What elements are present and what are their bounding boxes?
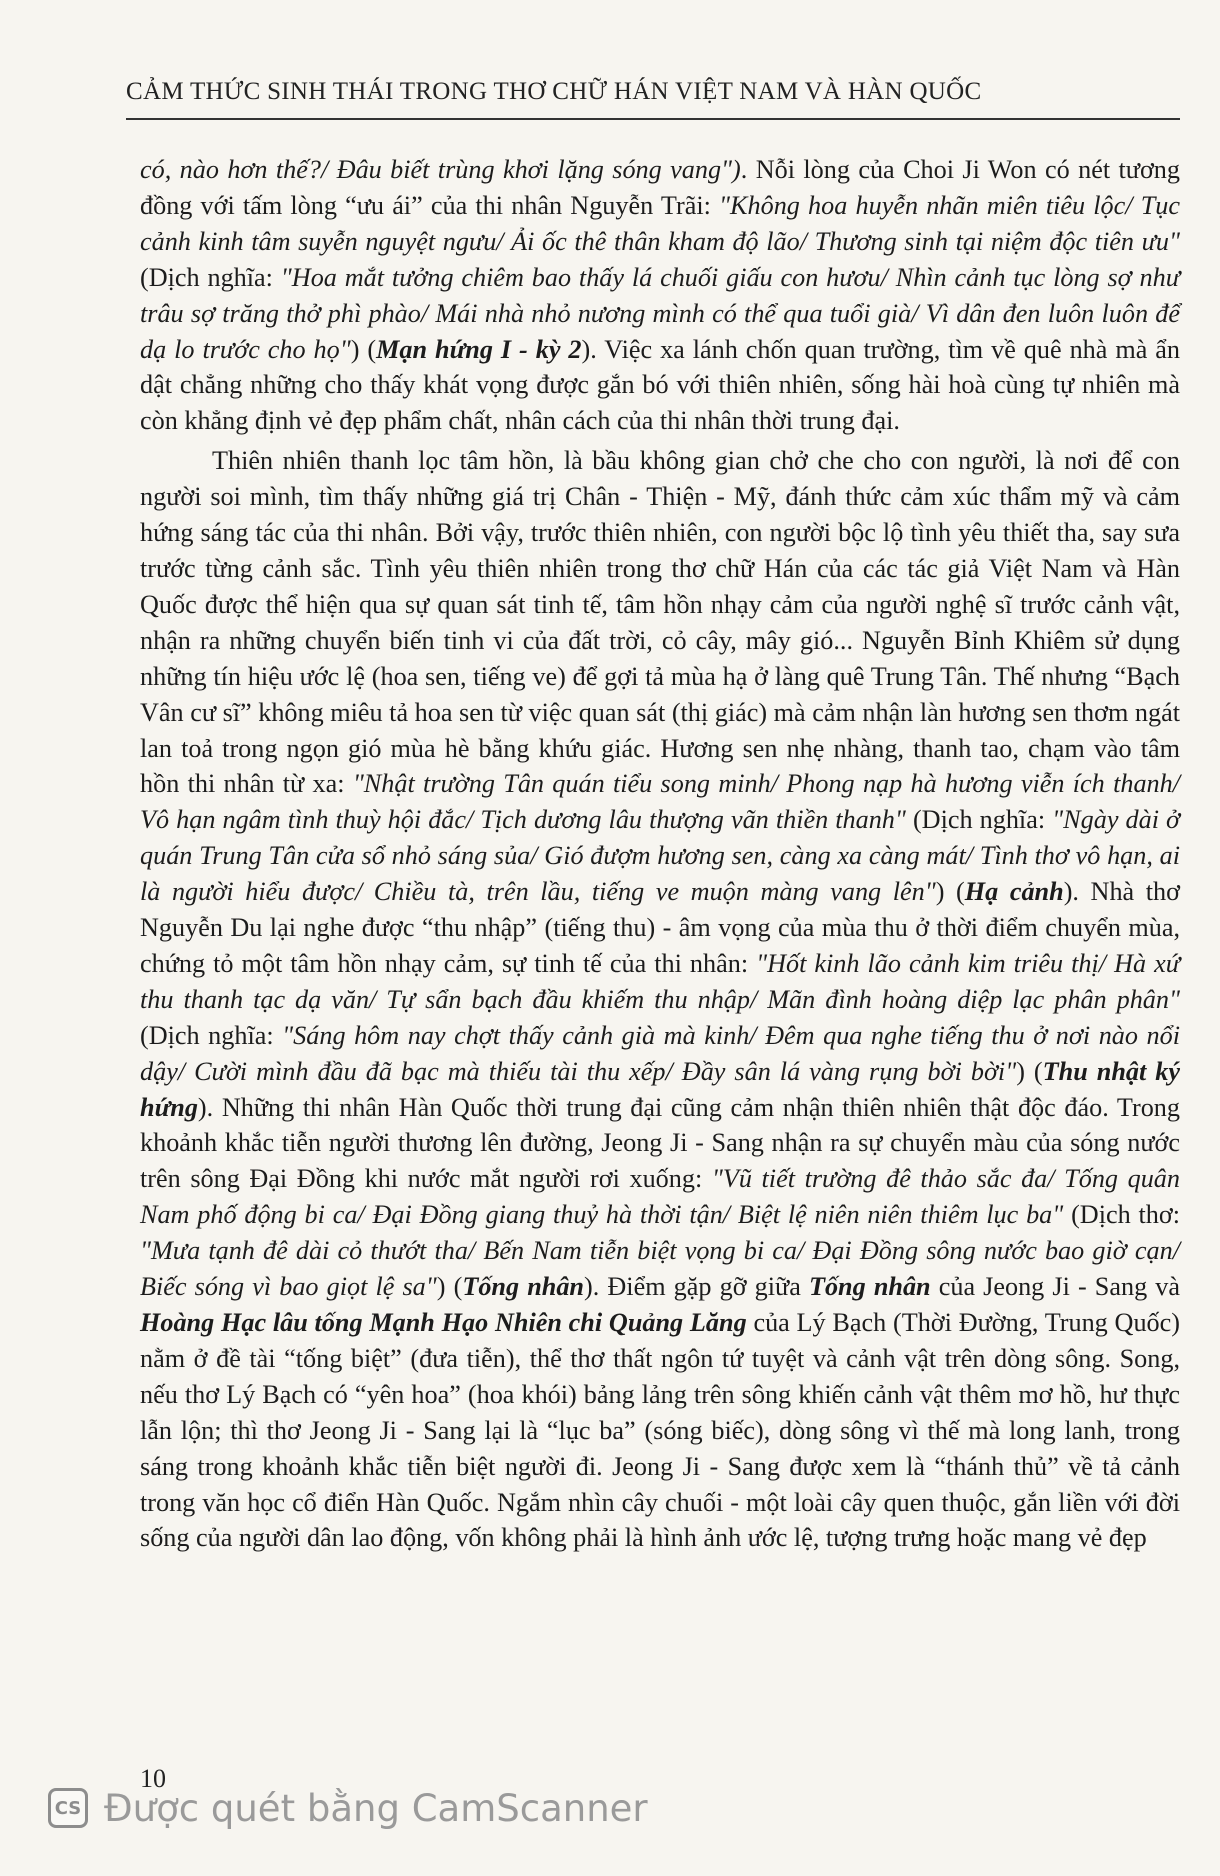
text-run: ) (	[1016, 1056, 1043, 1086]
italic-quote: "Hốt kinh lão cảnh kim triêu thị/ Hà xứ thu thanh tạc dạ văn/ Tự sẩn bạch đầu khiếm thu nhập/ Mãn đình hoàng diệp lạc phân phân"	[140, 948, 1180, 1014]
text-run: của Jeong Ji - Sang và	[930, 1272, 1180, 1302]
page-number: 10	[140, 1764, 166, 1793]
italic-quote: "Mưa tạnh đê dài cỏ thướt tha/ Bến Nam tiễn biệt vọng bi ca/ Đại Đồng sông nước bao giờ cạn/ Biếc sóng vì bao giọt lệ sa"	[140, 1236, 1180, 1302]
bold-italic-title: Hạ cảnh	[964, 877, 1064, 907]
italic-quote: "Nhật trường Tân quán tiểu song minh/ Phong nạp hà hương viễn ích thanh/ Vô hạn ngâm tình thuỳ hội đắc/ Tịch dương lâu thượng vãn thiền thanh"	[140, 769, 1181, 835]
bold-italic-title: Thu nhật ký hứng	[140, 1056, 1180, 1122]
camscanner-watermark	[48, 1778, 648, 1838]
text-run: ). Điểm gặp gỡ giữa	[584, 1272, 809, 1302]
text-run: ) (	[436, 1272, 463, 1302]
text-run: ). Việc xa lánh chốn quan trường, tìm về quê nhà mà ẩn dật chẳng những cho thấy khát vọng được gắn bó với thiên nhiên, sống hài hoà cùng tự nhiên mà còn khẳng định vẻ đẹp phẩm chất, nhân cách của thi nhân thời trung đại.	[140, 334, 1181, 436]
header-rule	[126, 118, 1180, 120]
italic-quote: "Không hoa huyễn nhãn miên tiêu lộc/ Tục cảnh kinh tâm suyễn nguyệt ngưu/ Ải ốc thê thân kham độ lão/ Thương sinh tại niệm độc tiên ưu"	[140, 190, 1180, 256]
text-run: ). Nhà thơ Nguyễn Du lại nghe được “thu nhập” (tiếng thu) - âm vọng của mùa thu ở thời điểm chuyển mùa, chứng tỏ một tâm hồn nhạy cảm, sự tinh tế của thi nhân:	[140, 877, 1180, 978]
bold-italic-title: Tống nhân	[808, 1272, 931, 1302]
text-run: (Dịch thơ:	[1063, 1200, 1180, 1230]
text-run: ) (	[350, 334, 377, 364]
bold-italic-title: Mạn hứng I - kỳ 2	[376, 334, 582, 364]
italic-quote: có, nào hơn thế?/ Đâu biết trùng khơi lặng sóng vang")	[140, 155, 741, 184]
paragraph	[140, 443, 1180, 1556]
italic-quote: "Hoa mắt tưởng chiêm bao thấy lá chuối giấu con hươu/ Nhìn cảnh tục lòng sợ như trâu sợ trăng thở phì phào/ Mái nhà nhỏ nương mình có thể qua tuổi già/ Vì dân đen luôn luôn để dạ lo trước cho họ"	[140, 262, 1180, 364]
body-text	[140, 152, 1180, 1556]
text-run: của Lý Bạch (Thời Đường, Trung Quốc) nằm ở đề tài “tống biệt” (đưa tiễn), thể thơ thất ngôn tứ tuyệt và cảnh vật trên dòng sông. Song, nếu thơ Lý Bạch có “yên hoa” (hoa khói) bảng lảng trên sông khiến cảnh vật thêm mơ hồ, hư thực lẫn lộn; thì thơ Jeong Ji - Sang lại là “lục ba” (sóng biếc), dòng sông vì thế mà long lanh, trong sáng trong khoảnh khắc tiễn biệt người đi. Jeong Ji - Sang được xem là “thánh thủ” về tả cảnh trong văn học cổ điển Hàn Quốc. Ngắm nhìn cây chuối - một loài cây quen thuộc, gắn liền với đời sống của người dân lao động, vốn không phải là hình ảnh ước lệ, tượng trưng hoặc mang vẻ đẹp	[140, 1308, 1180, 1553]
text-run: Thiên nhiên thanh lọc tâm hồn, là bầu không gian chở che cho con người, là nơi để con người soi mình, tìm thấy những giá trị Chân - Thiện - Mỹ, đánh thức cảm xúc thẩm mỹ và cảm hứng sáng tác của thi nhân. Bởi vậy, trước thiên nhiên, con người bộc lộ tình yêu thiết tha, say sưa trước từng cảnh sắc. Tình yêu thiên nhiên trong thơ chữ Hán của các tác giả Việt Nam và Hàn Quốc được thể hiện qua sự quan sát tinh tế, tâm hồn nhạy cảm của người nghệ sĩ trước cảnh vật, nhận ra những chuyển biến tinh vi của đất trời, cỏ cây, mây gió... Nguyễn Bỉnh Khiêm sử dụng những tín hiệu ước lệ (hoa sen, tiếng ve) để gợi tả mùa hạ ở làng quê Trung Tân. Thế nhưng “Bạch Vân cư sĩ” không miêu tả hoa sen từ việc quan sát (thị giác) mà cảm nhận làn hương sen thơm ngát lan toả trong ngọn gió mùa hè bằng khứu giác. Hương sen nhẹ nhàng, thanh tao, chạm vào tâm hồn thi nhân từ xa:	[140, 446, 1180, 799]
text-run: . Nỗi lòng của Choi Ji Won có nét tương đồng với tấm lòng “ưu ái” của thi nhân Nguyễn Trãi:	[140, 155, 1180, 220]
text-run: ) (	[935, 877, 965, 907]
watermark-text: Được quét bằng CamScanner	[104, 1786, 648, 1830]
bold-italic-title: Hoàng Hạc lâu tống Mạnh Hạo Nhiên chi Quảng Lăng	[140, 1308, 747, 1337]
camscanner-logo-icon: CS	[48, 1788, 88, 1828]
italic-quote: "Sáng hôm nay chợt thấy cảnh già mà kinh/ Đêm qua nghe tiếng thu ở nơi nào nổi dậy/ Cười mình đầu đã bạc mà thiếu tài thu xếp/ Đầy sân lá vàng rụng bời bời"	[140, 1020, 1180, 1086]
running-header: CẢM THỨC SINH THÁI TRONG THƠ CHỮ HÁN VIỆT NAM VÀ HÀN QUỐC	[126, 78, 982, 105]
italic-quote: "Ngày dài ở quán Trung Tân cửa sổ nhỏ sáng sủa/ Gió đượm hương sen, càng xa càng mát/ Tình thơ vô hạn, ai là người hiểu được/ Chiều tà, trên lầu, tiếng ve muộn màng vang lên"	[140, 805, 1181, 907]
italic-quote: "Vũ tiết trường đê thảo sắc đa/ Tống quân Nam phố động bi ca/ Đại Đồng giang thuỷ hà thời tận/ Biệt lệ niên niên thiêm lục ba"	[140, 1164, 1180, 1230]
text-run: ). Những thi nhân Hàn Quốc thời trung đại cũng cảm nhận thiên nhiên thật độc đáo. Trong khoảnh khắc tiễn người thương lên đường, Jeong Ji - Sang nhận ra sự chuyển màu của sóng nước trên sông Đại Đồng khi nước mắt người rơi xuống:	[140, 1092, 1180, 1194]
text-run: (Dịch nghĩa:	[140, 262, 281, 292]
text-run: (Dịch nghĩa:	[905, 805, 1053, 835]
text-run: (Dịch nghĩa:	[140, 1020, 283, 1050]
bold-italic-title: Tống nhân	[462, 1272, 584, 1302]
paragraph	[140, 152, 1180, 439]
